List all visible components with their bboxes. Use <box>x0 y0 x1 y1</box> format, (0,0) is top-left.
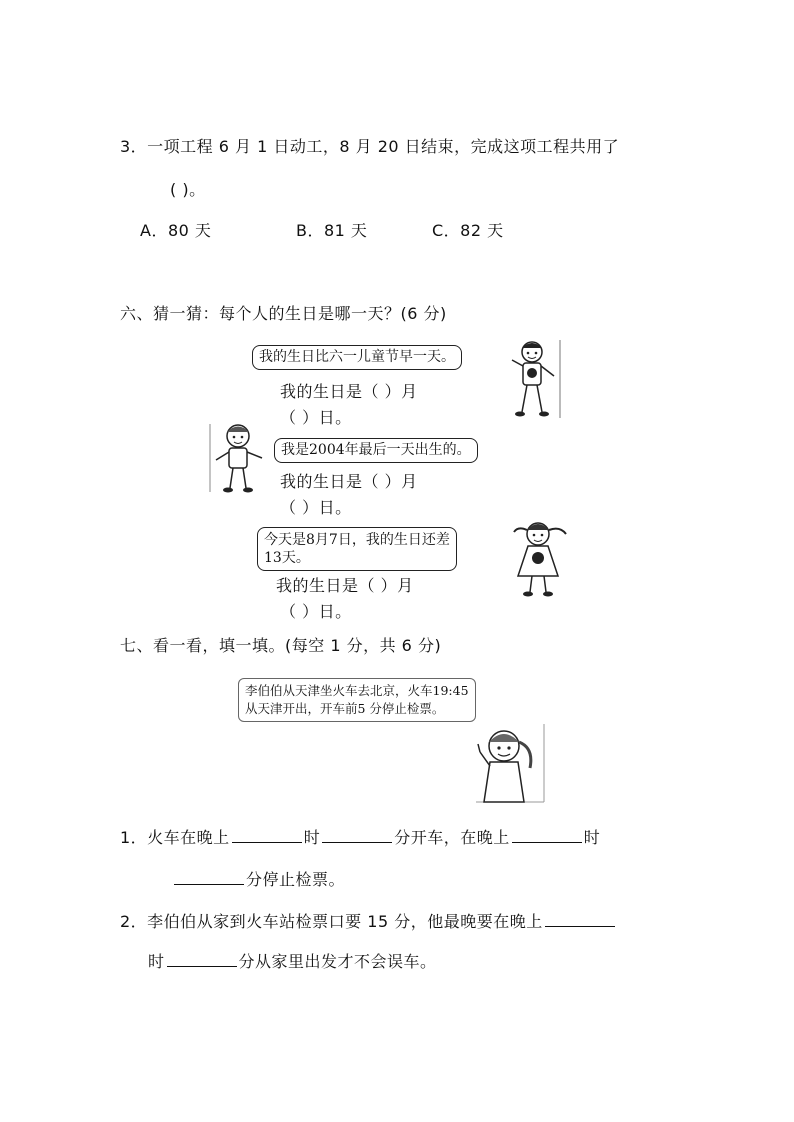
q1-text-2: 时 <box>303 828 321 847</box>
q2-blank-hour[interactable] <box>545 910 615 927</box>
girl-cartoon-icon <box>508 518 572 598</box>
speech-bubble-7 <box>238 678 476 722</box>
speech-text-3-line2: 13天。 <box>264 550 310 566</box>
speech-text-1: 我的生日比六一儿童节早一天。 <box>259 349 455 365</box>
speech-text-7-line2: 从天津开出，开车前5 分停止检票。 <box>245 701 445 716</box>
boy-cartoon-icon-2 <box>208 422 268 494</box>
q1-line1 <box>120 826 600 848</box>
q1-blank-minute-stop[interactable] <box>174 868 244 885</box>
q1-blank-hour-stop[interactable] <box>512 826 582 843</box>
q1-text-1: 1．火车在晚上 <box>120 828 230 847</box>
q3-option-b: B．81 天 <box>296 221 368 240</box>
q3-option-a: A．80 天 <box>140 221 212 240</box>
speech-bubble-1 <box>252 345 462 370</box>
item2-answer-day: （ ）日。 <box>280 498 352 517</box>
speech-text-7-line1: 李伯伯从天津坐火车去北京，火车19:45 <box>245 683 469 698</box>
q1-text-4: 时 <box>583 828 601 847</box>
q1-blank-minute-depart[interactable] <box>322 826 392 843</box>
q2-text-3: 分从家里出发才不会误车。 <box>238 952 437 971</box>
speech-bubble-2 <box>274 438 478 463</box>
girl-pointing-cartoon-icon <box>468 722 548 804</box>
q1-text-3: 分开车，在晚上 <box>394 828 510 847</box>
boy-cartoon-icon <box>508 338 564 420</box>
section7-title: 七、看一看，填一填。(每空 1 分，共 6 分) <box>120 636 442 655</box>
q2-line1 <box>120 910 617 932</box>
speech-bubble-3 <box>257 527 457 571</box>
q3-stem: 3．一项工程 6 月 1 日动工，8 月 20 日结束，完成这项工程共用了 <box>120 137 620 156</box>
section6-title: 六、猜一猜：每个人的生日是哪一天？(6 分) <box>120 304 447 323</box>
q2-blank-minute[interactable] <box>167 950 237 967</box>
item2-answer-month: 我的生日是（ ）月 <box>280 472 418 491</box>
q2-line2 <box>148 950 437 972</box>
q2-text-2: 时 <box>148 952 165 971</box>
q1-blank-hour-depart[interactable] <box>232 826 302 843</box>
item3-answer-day: （ ）日。 <box>280 602 352 621</box>
q3-answer-paren: ( )。 <box>170 180 206 199</box>
q3-option-c: C．82 天 <box>432 221 504 240</box>
q1-line2 <box>172 868 345 890</box>
item1-answer-day: （ ）日。 <box>280 408 352 427</box>
speech-text-3-line1: 今天是8月7日，我的生日还差 <box>264 532 450 548</box>
q1-text-5: 分停止检票。 <box>246 870 346 889</box>
speech-text-2: 我是2004年最后一天出生的。 <box>281 442 471 458</box>
item1-answer-month: 我的生日是（ ）月 <box>280 382 418 401</box>
q2-text-1: 2．李伯伯从家到火车站检票口要 15 分，他最晚要在晚上 <box>120 912 543 931</box>
item3-answer-month: 我的生日是（ ）月 <box>276 576 414 595</box>
